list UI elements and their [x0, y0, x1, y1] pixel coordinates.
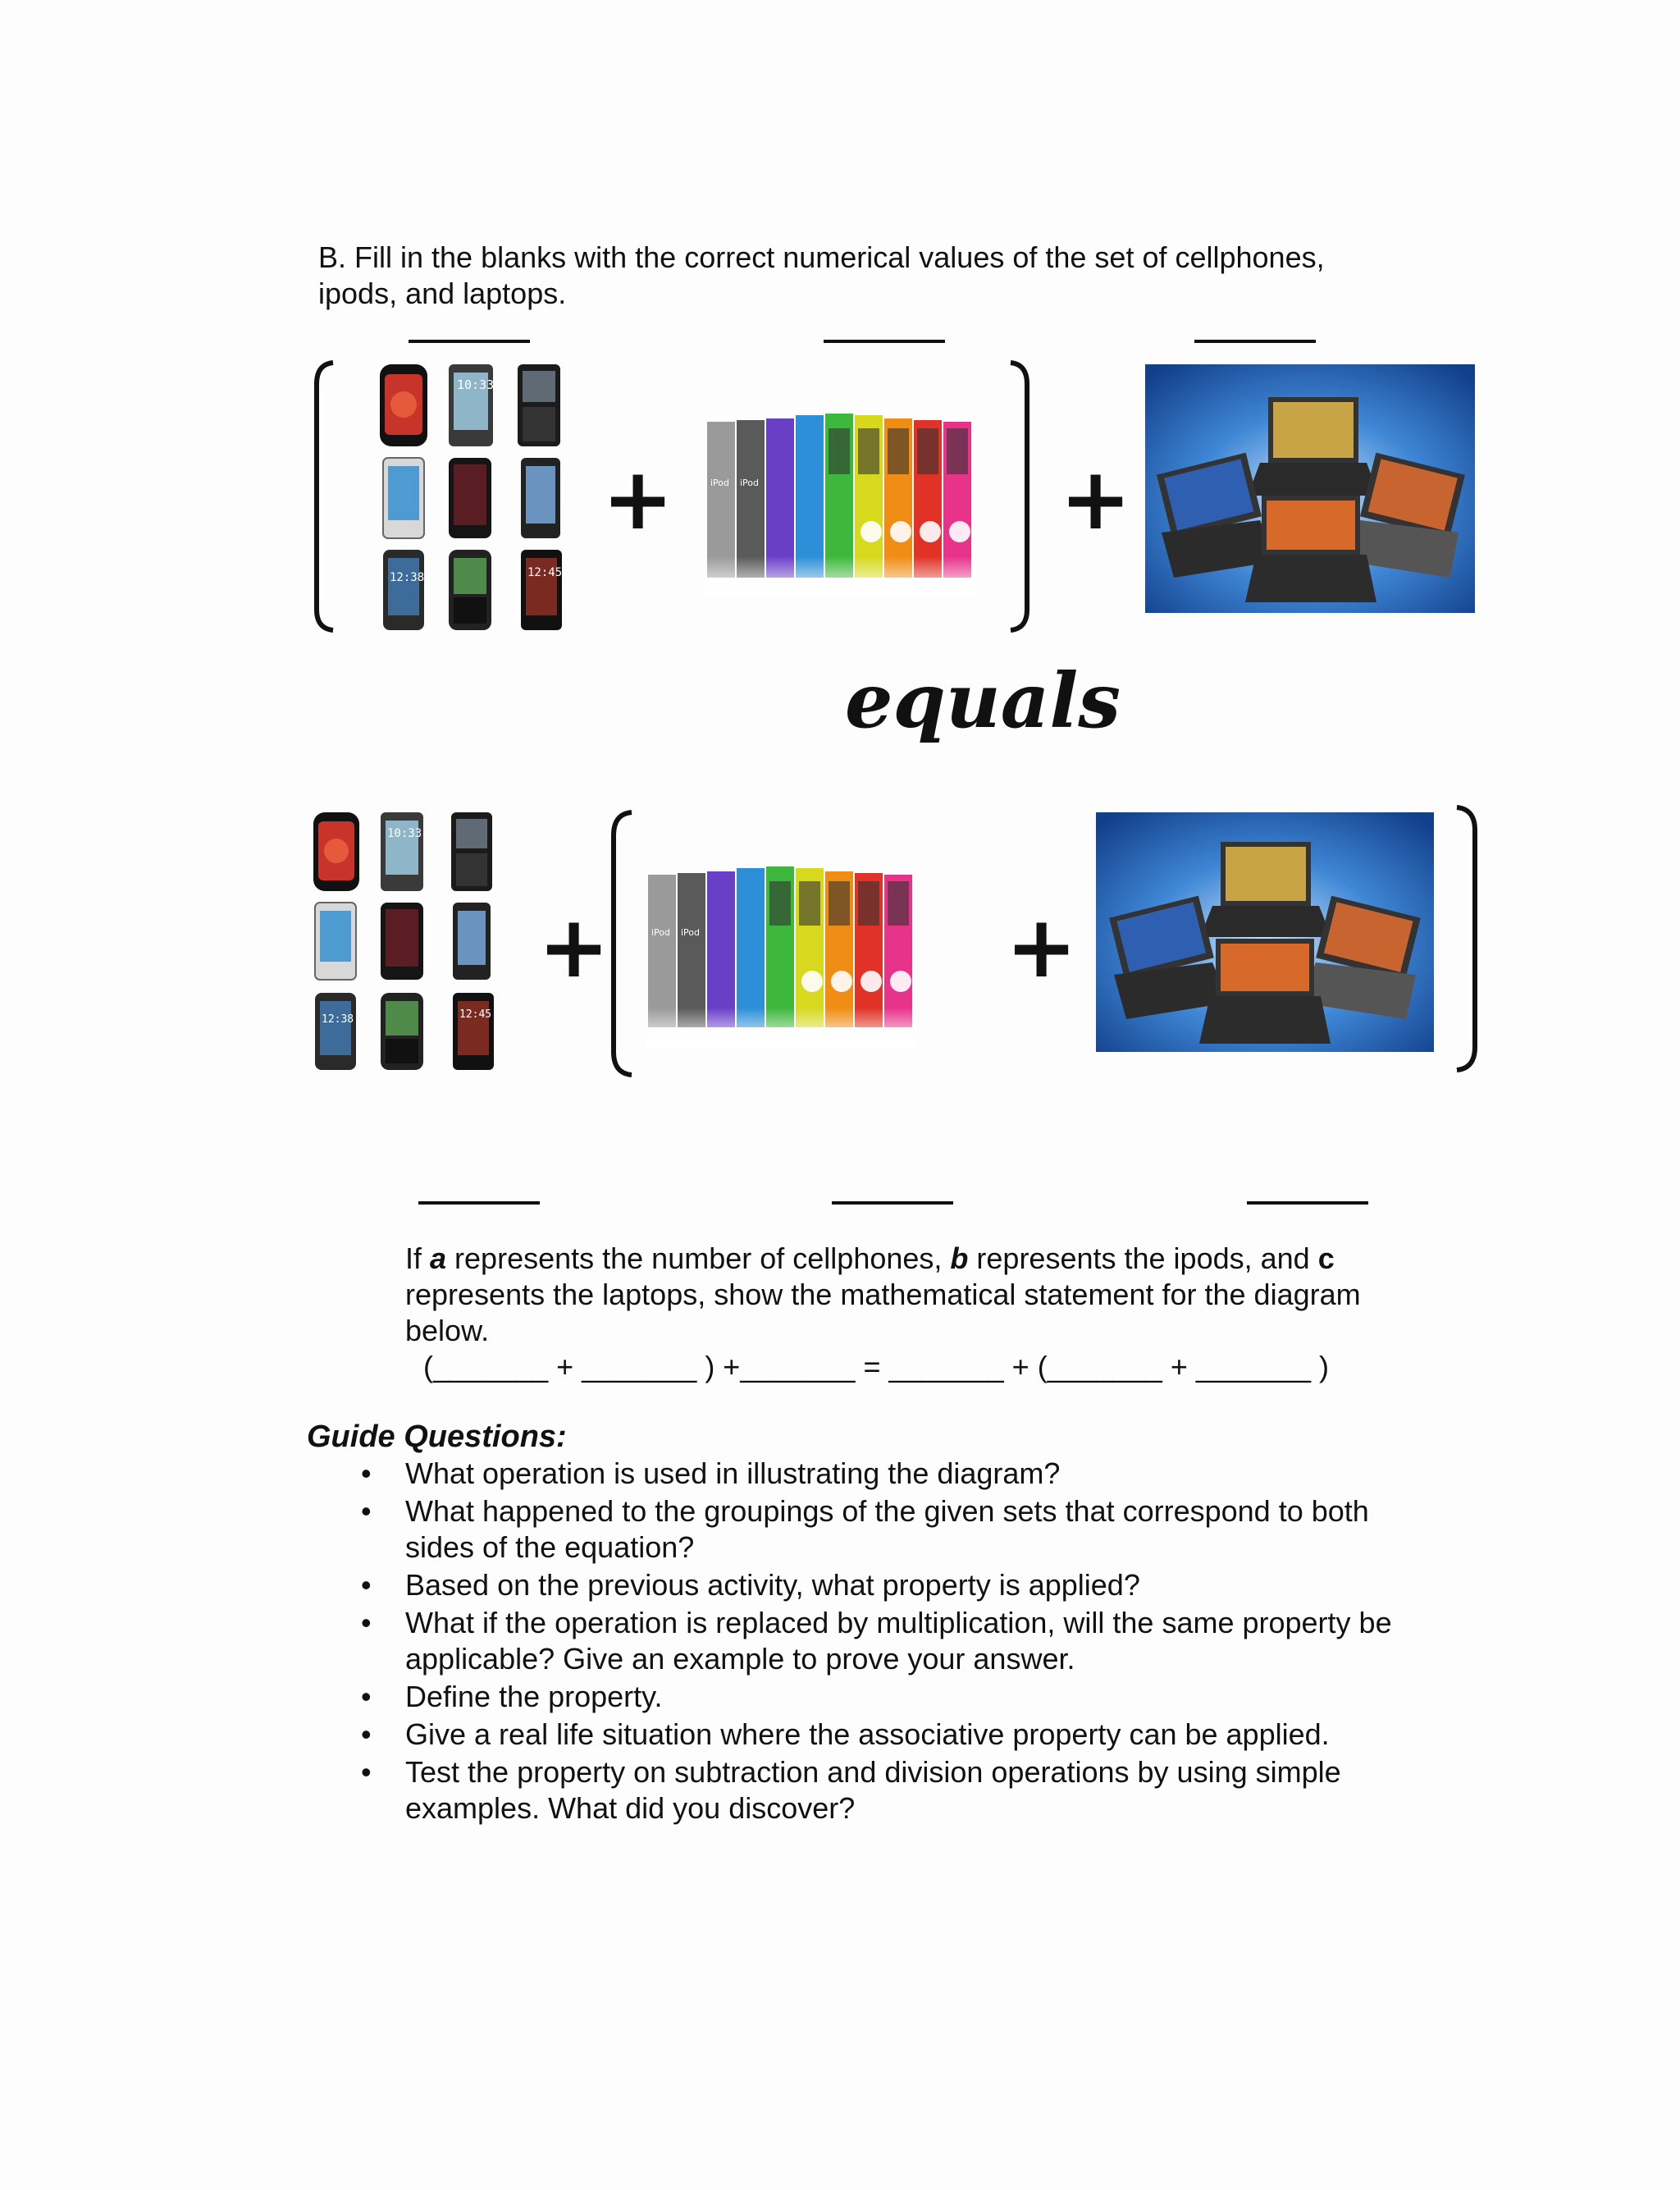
statement-text: If	[405, 1241, 431, 1275]
laptops-image-top	[1145, 364, 1475, 613]
svg-text:12:45: 12:45	[527, 566, 563, 579]
bullet-icon: •	[361, 1456, 372, 1490]
statement-line-3: below.	[405, 1314, 490, 1347]
statement-line-2: represents the laptops, show the mathematical statement for the diagram	[405, 1278, 1361, 1311]
guide-questions-list	[361, 1456, 1444, 1828]
left-parenthesis-top	[312, 359, 336, 634]
equals-word: equals	[845, 656, 1121, 745]
variable-a: a	[430, 1241, 447, 1275]
right-parenthesis-bottom	[1454, 804, 1480, 1073]
blank-bottom-phones[interactable]	[418, 1201, 540, 1205]
blank-top-laptops[interactable]	[1194, 340, 1316, 343]
question-text: What operation is used in illustrating the diagram?	[405, 1456, 1061, 1490]
blank-top-phones[interactable]	[409, 340, 530, 343]
cellphones-image-top	[373, 361, 570, 636]
ipods-image-bottom	[646, 862, 934, 1049]
svg-text:12:45: 12:45	[459, 1008, 492, 1021]
guide-questions-title: Guide Questions:	[307, 1420, 567, 1454]
cellphones-image-bottom	[310, 811, 507, 1073]
bullet-icon: •	[361, 1680, 372, 1713]
blank-bottom-laptops[interactable]	[1247, 1201, 1368, 1205]
list-item	[361, 1754, 1444, 1827]
list-item	[361, 1717, 1444, 1753]
plus-sign-4: +	[1006, 897, 1078, 997]
laptops-image-bottom	[1096, 812, 1434, 1052]
statement-text: represents the ipods, and	[968, 1241, 1318, 1275]
list-item	[361, 1605, 1444, 1677]
svg-text:iPod: iPod	[710, 478, 730, 488]
question-text: Give a real life situation where the associative property can be applied.	[405, 1717, 1330, 1751]
variable-b: b	[950, 1241, 969, 1275]
list-item	[361, 1456, 1444, 1492]
bullet-icon: •	[361, 1717, 372, 1751]
svg-text:iPod: iPod	[740, 478, 760, 488]
left-parenthesis-bottom	[609, 809, 635, 1078]
right-parenthesis-top	[1007, 359, 1032, 634]
list-item	[361, 1493, 1444, 1566]
svg-text:iPod: iPod	[681, 927, 701, 938]
svg-text:12:38: 12:38	[322, 1013, 354, 1026]
question-text: Test the property on subtraction and division operations by using simple examples. What did you discover?	[405, 1755, 1341, 1825]
variable-c: c	[1317, 1241, 1335, 1275]
statement-text: represents the number of cellphones,	[446, 1241, 951, 1275]
statement-line-1	[405, 1241, 1335, 1277]
question-text: What happened to the groupings of the given sets that correspond to both sides of the equation?	[405, 1494, 1369, 1564]
formula-line[interactable]: (_______ + _______ ) +_______ = _______ + (_______ + _______ )	[423, 1350, 1329, 1383]
svg-text:12:38: 12:38	[390, 571, 425, 584]
question-text: What if the operation is replaced by multiplication, will the same property be applicable? Give an example to prove your answer.	[405, 1606, 1392, 1676]
plus-sign-2: +	[1060, 449, 1132, 549]
question-text: Define the property.	[405, 1680, 663, 1713]
ipods-image-top	[705, 409, 993, 597]
instruction-line-2: ipods, and laptops.	[318, 277, 567, 310]
phone-grid	[380, 364, 562, 630]
bullet-icon: •	[361, 1494, 372, 1528]
plus-sign-3: +	[538, 897, 610, 997]
svg-text:10:33: 10:33	[457, 377, 495, 392]
instruction-line-1: B. Fill in the blanks with the correct numerical values of the set of cellphones,	[318, 240, 1325, 274]
blank-bottom-ipods[interactable]	[832, 1201, 953, 1205]
question-text: Based on the previous activity, what property is applied?	[405, 1568, 1140, 1602]
blank-top-ipods[interactable]	[824, 340, 945, 343]
svg-text:iPod: iPod	[651, 927, 671, 938]
list-item	[361, 1567, 1444, 1603]
bullet-icon: •	[361, 1755, 372, 1789]
svg-text:10:33: 10:33	[387, 827, 422, 840]
bullet-icon: •	[361, 1606, 372, 1639]
plus-sign-1: +	[602, 449, 674, 549]
bullet-icon: •	[361, 1568, 372, 1602]
list-item	[361, 1679, 1444, 1715]
